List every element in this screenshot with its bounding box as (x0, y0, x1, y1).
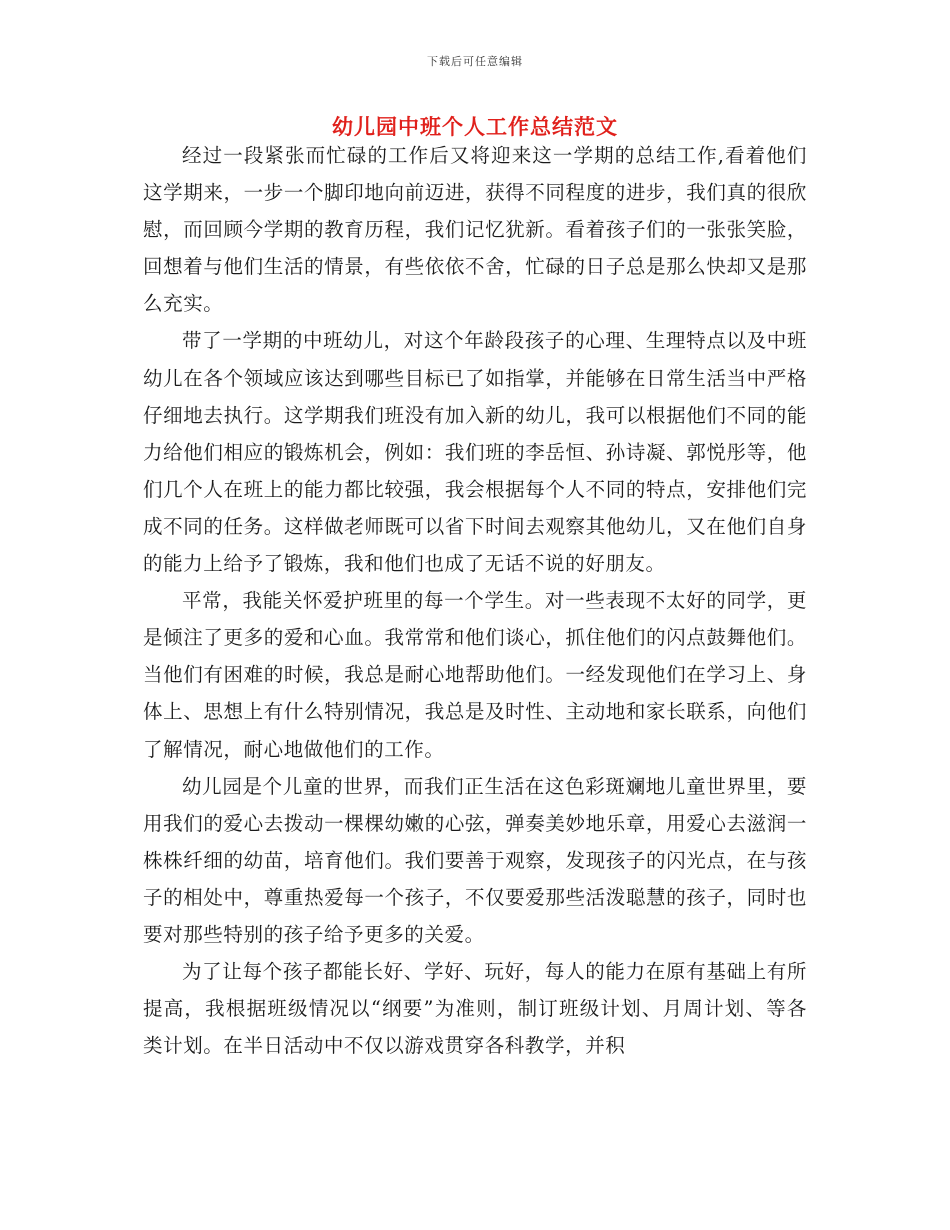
document-body (143, 137, 807, 1064)
paragraph: 经过一段紧张而忙碌的工作后又将迎来这一学期的总结工作,看着他们这学期来，一步一个脚印地向前迈进，获得不同程度的进步，我们真的很欣慰，而回顾今学期的教育历程，我们记忆犹新。看着孩子们的一张张笑脸，回想着与他们生活的情景，有些依依不舍，忙碌的日子总是那么快却又是那么充实。 (143, 144, 807, 316)
paragraph: 平常，我能关怀爱护班里的每一个学生。对一些表现不太好的同学，更是倾注了更多的爱和心血。我常常和他们谈心，抓住他们的闪点鼓舞他们。当他们有困难的时候，我总是耐心地帮助他们。一经发现他们在学习上、身体上、思想上有什么特别情况，我总是及时性、主动地和家长联系，向他们了解情况，耐心地做他们的工作。 (143, 589, 807, 761)
paragraph: 带了一学期的中班幼儿，对这个年龄段孩子的心理、生理特点以及中班幼儿在各个领域应该达到哪些目标已了如指掌，并能够在日常生活当中严格仔细地去执行。这学期我们班没有加入新的幼儿，我可以根据他们不同的能力给他们相应的锻炼机会，例如：我们班的李岳恒、孙诗凝、郭悦彤等，他们几个人在班上的能力都比较强，我会根据每个人不同的特点，安排他们完成不同的任务。这样做老师既可以省下时间去观察其他幼儿，又在他们自身的能力上给予了锻炼，我和他们也成了无话不说的好朋友。 (143, 329, 807, 576)
paragraph: 为了让每个孩子都能长好、学好、玩好，每人的能力在原有基础上有所提高，我根据班级情况以“纲要”为准则，制订班级计划、月周计划、等各类计划。在半日活动中不仅以游戏贯穿各科教学，并积 (143, 960, 807, 1058)
paragraph: 幼儿园是个儿童的世界，而我们正生活在这色彩斑斓地儿童世界里，要用我们的爱心去拨动一棵棵幼嫩的心弦，弹奏美妙地乐章，用爱心去滋润一株株纤细的幼苗，培育他们。我们要善于观察，发现孩子的闪光点，在与孩子的相处中，尊重热爱每一个孩子，不仅要爱那些活泼聪慧的孩子，同时也要对那些特别的孩子给予更多的关爱。 (143, 774, 807, 946)
document-title: 幼儿园中班个人工作总结范文 (332, 114, 618, 139)
header-note: 下载后可任意编辑 (427, 55, 523, 68)
